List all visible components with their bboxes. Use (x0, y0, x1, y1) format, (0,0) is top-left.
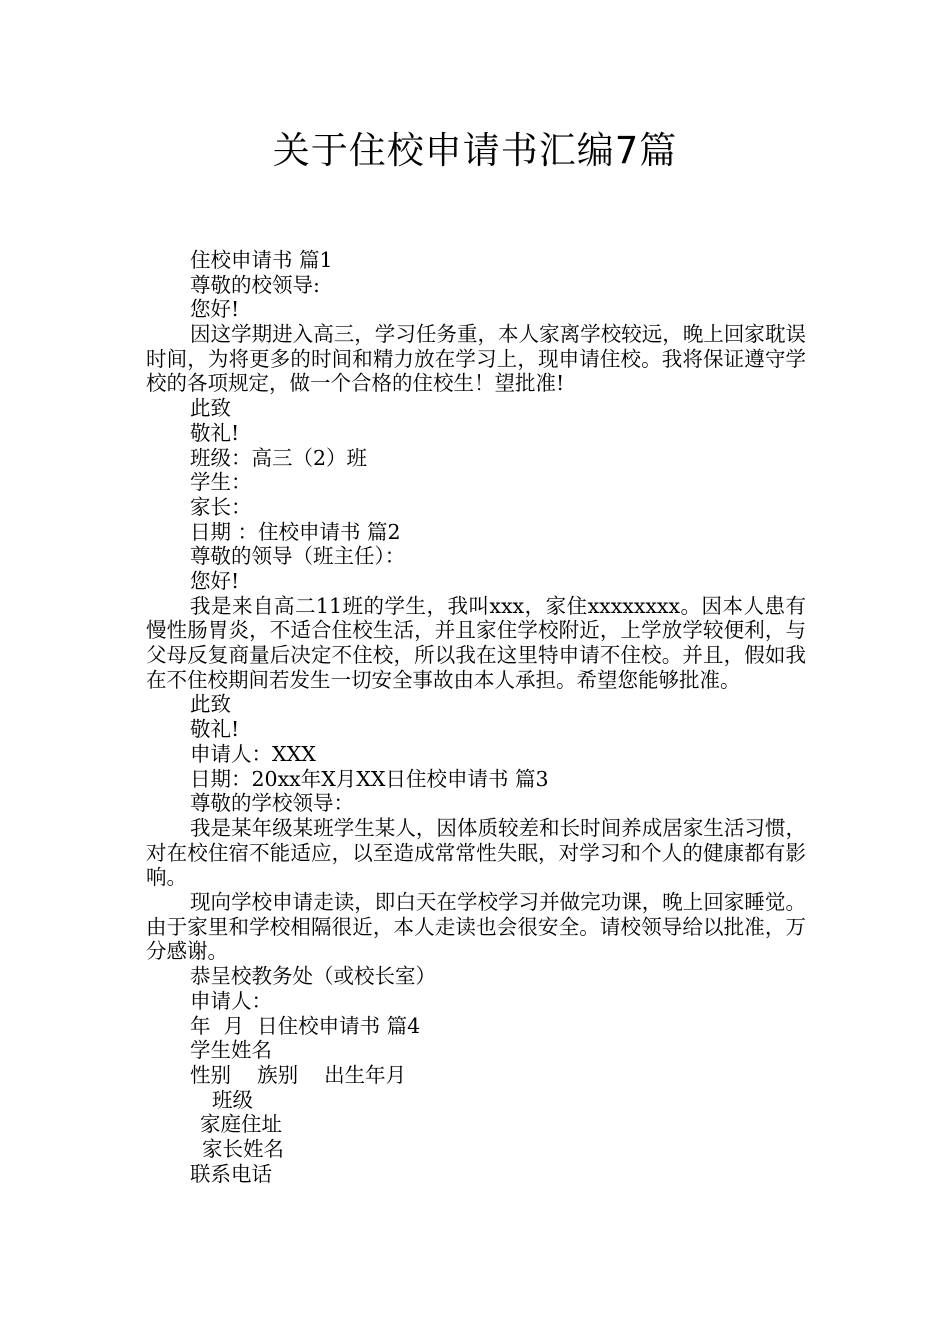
form-field: 学生姓名 (190, 1038, 272, 1063)
greeting: 您好! (190, 568, 240, 593)
signature-field: 申请人：XXX (190, 741, 316, 766)
form-field: 家长姓名 (202, 1136, 284, 1161)
closing: 此致 (190, 692, 231, 717)
closing: 恭呈校教务处（或校长室） (190, 964, 436, 989)
form-field: 家庭住址 (200, 1112, 282, 1137)
salutation: 尊敬的领导（班主任）： (190, 544, 406, 569)
form-field: 性别 族别 出生年月 (190, 1062, 407, 1087)
section-heading-4: 年 月 日住校申请书 篇4 (190, 1013, 421, 1038)
form-field: 班级 (212, 1087, 253, 1112)
signature-field: 家长： (190, 494, 252, 519)
paragraph: 我是某年级某班学生某人，因体质较差和长时间养成居家生活习惯，对在校住宿不能适应，以至造成常常性失眠，对学习和个人的健康都有影响。 (146, 815, 806, 890)
section-heading-2: 日期 ：住校申请书 篇2 (190, 519, 401, 544)
document-body (146, 248, 806, 1186)
paragraph: 因这学期进入高三，学习任务重，本人家离学校较远，晚上回家耽误时间，为将更多的时间和精力放在学习上，现申请住校。我将保证遵守学校的各项规定，做一个合格的住校生！望批准! (146, 322, 806, 396)
document-title: 关于住校申请书汇编7篇 (272, 129, 678, 172)
signature-field: 学生： (190, 470, 252, 495)
paragraph: 现向学校申请走读，即白天在学校学习并做完功课，晚上回家睡觉。由于家里和学校相隔很近，本人走读也会很安全。请校领导给以批准，万分感谢。 (146, 890, 806, 964)
salutation: 尊敬的校领导: (190, 272, 320, 297)
section-heading-1: 住校申请书 篇1 (190, 248, 333, 272)
signature-field: 班级：高三（2）班 (190, 445, 368, 470)
section-heading-3: 日期：20xx年X月XX日住校申请书 篇3 (190, 766, 549, 791)
form-field: 联系电话 (190, 1161, 272, 1186)
closing: 敬礼! (190, 420, 240, 445)
signature-field: 申请人： (190, 988, 272, 1013)
closing: 敬礼! (190, 717, 240, 742)
closing: 此致 (190, 396, 231, 421)
salutation: 尊敬的学校领导： (190, 791, 354, 816)
greeting: 您好! (190, 297, 240, 322)
paragraph: 我是来自高二11班的学生，我叫xxx，家住xxxxxxxx。因本人患有慢性肠胃炎，不适合住校生活，并且家住学校附近，上学放学较便利，与父母反复商量后决定不住校，所以我在这里特申请不住校。并且，假如我在不住校期间若发生一切安全事故由本人承担。希望您能够批准。 (146, 593, 806, 692)
